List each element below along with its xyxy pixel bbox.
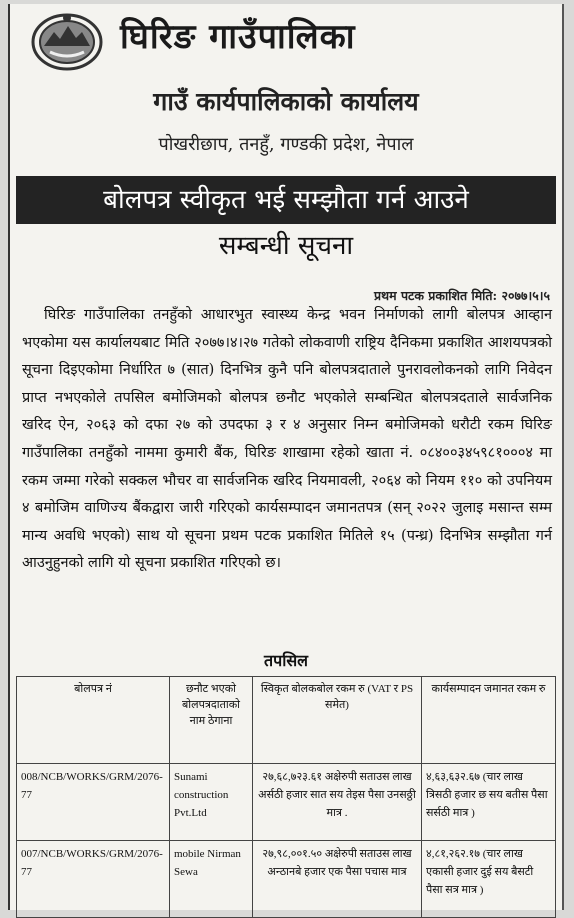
bidder-name: Sunami construction Pvt.Ltd — [170, 764, 253, 841]
office-address: पोखरीछाप, तनहुँ, गण्डकी प्रदेश, नेपाल — [158, 134, 414, 155]
bid-number: 008/NCB/WORKS/GRM/2076-77 — [17, 764, 170, 841]
notice-heading-line2: सम्बन्धी सूचना — [218, 231, 354, 261]
bid-amount: २७,९८,००१.५० अक्षेरुपी सताउस लाख अन्ठानबे हजार एक पैसा पचास मात्र — [253, 841, 422, 918]
details-table — [16, 676, 556, 918]
office-subtitle: गाउँ कार्यपालिकाको कार्यालय — [153, 87, 419, 116]
column-header: कार्यसम्पादन जमानत रकम रु — [422, 677, 556, 764]
table-row — [17, 841, 556, 918]
table-header-row — [17, 677, 556, 764]
notice-body: घिरिङ गाउँपालिका तनहुँको आधारभुत स्वास्थ्य केन्द्र भवन निर्माणको लागी बोलपत्र आव्हान भएकोमा यस कार्यालयबाट मिति २०७७।४।२७ गतेको लोकवाणी राष्ट्रिय दैनिकमा प्रकाशित आशयपत्रको सूचना दिइएकोमा निर्धारित ७ (सात) दिनभित्र कुनै पनि बोलपत्रदाताले पुनरावलोकनको लागि निवेदन प्राप्त नभएकोले तपसिल बमोजिमको बोलपत्र छनौट भएकोले सम्बन्धित बोलपत्रदताले सार्वजनिक खरिद ऐन, २०६३ को दफा २७ को उपदफा ३ र ४ अनुसार निम्न बमोजिमको धरौटी रकम घिरिङ गाउँपालिका तनहुँको नाममा कुमारी बैंक, घिरिङ शाखामा रहेको खाता नं. ०८४००३४५९८१०००४ मा रकम जम्मा गरेको सक्कल भौचर वा सार्वजनिक खरिद नियमावली, २०६४ को नियम ११० को उपनियम ४ बमोजिम वाणिज्य बैंकद्वारा जारी गरिएको कार्यसम्पादन जमानतपत्र (सन् २०२२ जुलाइ मसान्त सम्म मान्य अवधि भएको) साथ यो सूचना प्रथम पटक प्रकाशित मितिले १५ (पन्ध्र) दिनभित्र सम्झौता गर्न आउनुहुनको लागि यो सूचना प्रकाशित गरिएको छ। — [22, 307, 552, 572]
guarantee-amount: ४,६३,६३२.६७ (चार लाख त्रिसठी हजार छ सय बतीस पैसा सर्सठी मात्र ) — [422, 764, 556, 841]
column-header: छनौट भएको बोलपत्रदाताको नाम ठेगाना — [170, 677, 253, 764]
nepal-emblem-icon — [30, 12, 104, 72]
details-title: तपसिल — [263, 651, 309, 670]
bidder-name: mobile Nirman Sewa — [170, 841, 253, 918]
guarantee-amount: ४,८१,२६२.१७ (चार लाख एकासी हजार दुई सय बैसटी पैसा सत्र मात्र ) — [422, 841, 556, 918]
bid-number: 007/NCB/WORKS/GRM/2076-77 — [17, 841, 170, 918]
column-header: बोलपत्र नं — [17, 677, 170, 764]
municipality-title: घिरिङ गाउँपालिका — [120, 17, 356, 57]
table-row — [17, 764, 556, 841]
office-header — [10, 4, 562, 164]
notice-heading: बोलपत्र स्वीकृत भई सम्झौता गर्न आउने — [16, 176, 556, 224]
published-date: प्रथम पटक प्रकाशित मिति: २०७७।५।५ — [374, 288, 550, 303]
notice-paper — [8, 4, 564, 910]
column-header: स्विकृत बोलकबोल रकम रु (VAT र PS समेत) — [253, 677, 422, 764]
bid-amount: २७,६८,७२३.६१ अक्षेरुपी सताउस लाख अर्सठी हजार सात सय तेइस पैसा उनसठ्ठी मात्र . — [253, 764, 422, 841]
